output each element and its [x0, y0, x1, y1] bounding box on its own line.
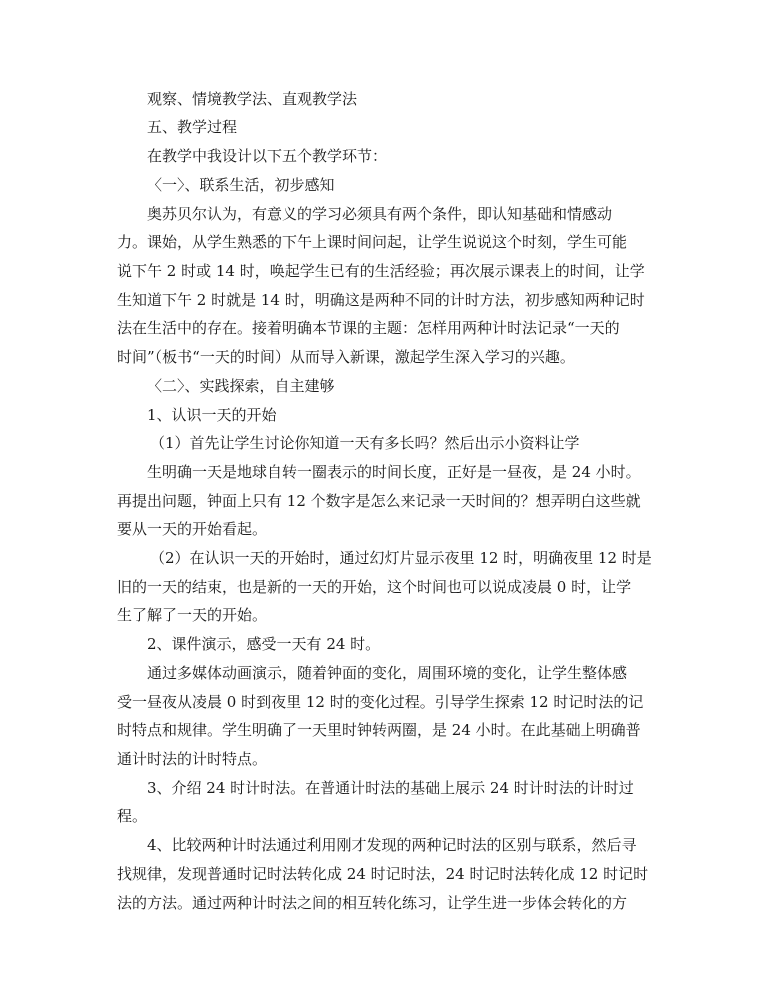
paragraph-line: 时间”（板书“一天的时间）从而导入新课，激起学生深入学习的兴趣。: [117, 348, 575, 366]
paragraph-line: 旧的一天的结束，也是新的一天的开始，这个时间也可以说成凌晨 0 时，让学: [117, 578, 632, 596]
paragraph-line: 受一昼夜从凌晨 0 时到夜里 12 时的变化过程。引导学生探索 12 时记时法的记: [117, 693, 644, 711]
paragraph-line: 生知道下午 2 时就是 14 时，明确这是两种不同的计时方法，初步感知两种记时: [117, 291, 645, 309]
text-line: 在教学中我设计以下五个教学环节：: [147, 147, 388, 165]
item-heading: 2、课件演示，感受一天有 24 时。: [147, 635, 381, 653]
subsection-heading: 〈二〉、实践探索，自主建够: [147, 377, 335, 395]
section-heading: 五、教学过程: [147, 118, 238, 136]
paragraph-line: 找规律，发现普通时记时法转化成 24 时记时法，24 时记时法转化成 12 时记时: [117, 865, 649, 883]
paragraph-line: 要从一天的开始看起。: [117, 520, 268, 538]
paragraph-line: 时特点和规律。学生明确了一天里时钟转两圈，是 24 小时。在此基础上明确普: [117, 721, 641, 739]
subsection-heading: 〈一〉、联系生活，初步感知: [147, 176, 335, 194]
text-line: 观察、情境教学法、直观教学法: [147, 90, 358, 108]
paragraph-line: 程。: [117, 807, 148, 825]
item-heading: 4、比较两种计时法通过利用刚才发现的两种记时法的区别与联系，然后寻: [147, 836, 637, 854]
paragraph-line: 生了解了一天的开始。: [117, 606, 268, 624]
item-heading: 1、认识一天的开始: [147, 406, 277, 424]
paragraph-line: 奥苏贝尔认为，有意义的学习必须具有两个条件，即认知基础和情感动: [147, 205, 613, 223]
paragraph-line: 生明确一天是地球自转一圈表示的时间长度，正好是一昼夜，是 24 小时。: [147, 463, 641, 481]
paragraph-line: 力。课始，从学生熟悉的下午上课时间问起，让学生说说这个时刻，学生可能: [117, 233, 628, 251]
paragraph-line: 通计时法的计时特点。: [117, 750, 268, 768]
item-heading: 3、介绍 24 时计时法。在普通计时法的基础上展示 24 时计时法的计时过: [147, 779, 634, 797]
paragraph-line: 通过多媒体动画演示，随着钟面的变化，周围环境的变化，让学生整体感: [147, 664, 628, 682]
paragraph-line: 说下午 2 时或 14 时，唤起学生已有的生活经验；再次展示课表上的时间，让学: [117, 262, 645, 280]
paragraph-line: 法在生活中的存在。接着明确本节课的主题：怎样用两种计时法记录“一天的: [117, 319, 620, 337]
paragraph-line: （1）首先让学生讨论你知道一天有多长吗？然后出示小资料让学: [150, 434, 580, 452]
paragraph-line: 再提出问题，钟面上只有 12 个数字是怎么来记录一天时间的？想弄明白这些就: [117, 492, 641, 510]
paragraph-line: 法的方法。通过两种计时法之间的相互转化练习，让学生进一步体会转化的方: [117, 894, 628, 912]
paragraph-line: （2）在认识一天的开始时，通过幻灯片显示夜里 12 时，明确夜里 12 时是: [150, 549, 652, 567]
